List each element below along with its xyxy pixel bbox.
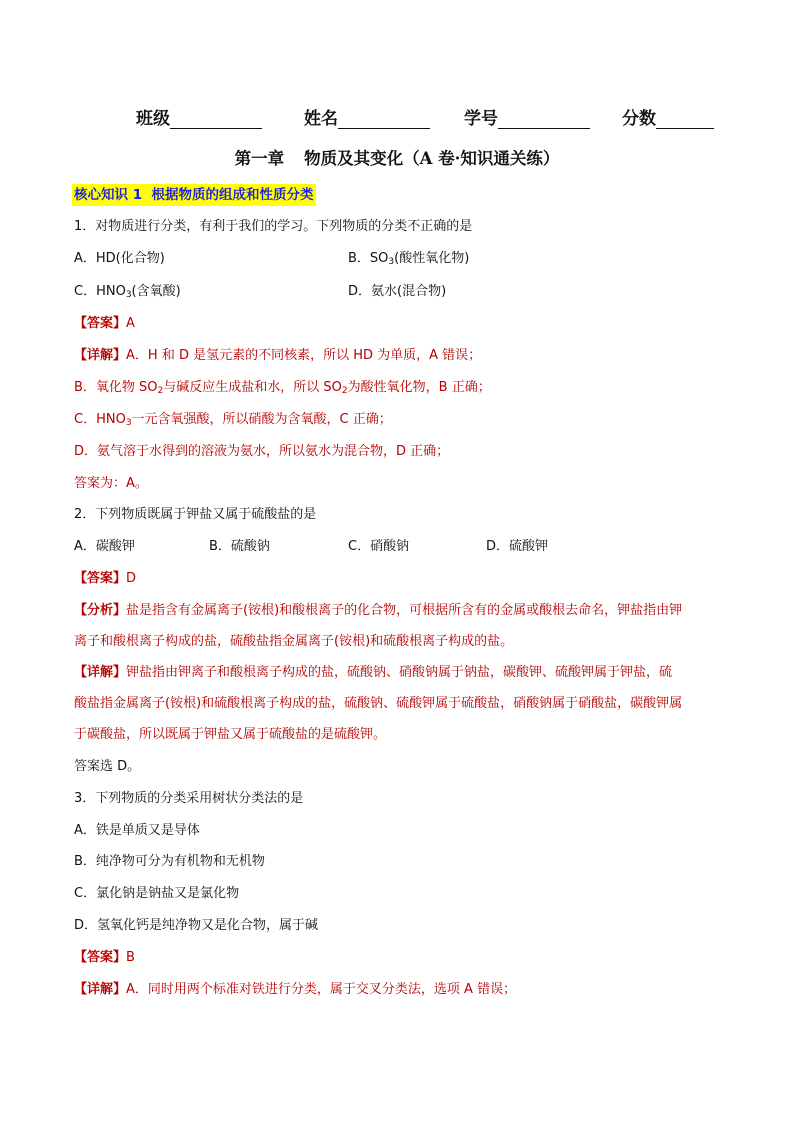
q1-option-c <box>74 283 181 304</box>
q1-answer-value: A <box>126 316 135 331</box>
student-id-label: 学号 <box>464 109 498 129</box>
q1-detail-b-part3: 为酸性氧化物，B 正确； <box>347 380 491 395</box>
q1-option-b-text: B．SO <box>348 251 389 266</box>
q2-answer <box>74 570 136 588</box>
q1-stem: 1．对物质进行分类，有利于我们的学习。下列物质的分类不正确的是 <box>74 219 473 234</box>
q1-option-b-subscript: 3 <box>388 257 395 267</box>
section-label: 核心知识 1 <box>74 187 143 203</box>
q1-option-c-class: (含氧酸) <box>131 284 181 299</box>
q3-option-b: B．纯净物可分为有机物和无机物 <box>74 854 265 869</box>
q3-option-d: D．氢氧化钙是纯净物又是化合物，属于碱 <box>74 918 319 933</box>
q1-detail-a <box>74 347 481 365</box>
name-label: 姓名 <box>304 109 338 129</box>
chapter-title <box>0 145 794 169</box>
q1-detail-c-part1: C．HNO <box>74 412 126 427</box>
q1-option-c-subscript: 3 <box>125 290 132 300</box>
q2-detail-text1: 钾盐指由钾离子和酸根离子构成的盐，硫酸钠、硝酸钠属于钠盐，碳酸钾、硫酸钾属于钾盐，硫 <box>126 665 673 680</box>
q2-analysis-line1 <box>74 602 682 620</box>
student-id-field[interactable] <box>464 104 590 129</box>
section-text: 根据物质的组成和性质分类 <box>151 187 314 203</box>
section-heading <box>72 184 316 206</box>
q3-detail-a-text: A．同时用两个标准对铁进行分类，属于交叉分类法，选项 A 错误； <box>126 982 517 997</box>
answer-tag: 【答案】 <box>74 950 127 965</box>
q3-option-a: A．铁是单质又是导体 <box>74 823 200 838</box>
q3-option-c: C．氯化钠是钠盐又是氯化物 <box>74 886 240 901</box>
detail-tag: 【详解】 <box>74 348 127 363</box>
q1-option-d: D．氨水(混合物) <box>348 284 447 299</box>
q2-conclusion: 答案选 D。 <box>74 759 141 774</box>
score-field[interactable] <box>622 104 714 129</box>
score-label: 分数 <box>622 109 656 129</box>
answer-tag: 【答案】 <box>74 316 127 331</box>
student-id-blank[interactable] <box>498 110 590 129</box>
q1-conclusion: 答案为：A。 <box>74 476 148 491</box>
answer-tag: 【答案】 <box>74 571 127 586</box>
q1-detail-b-sub2: 2 <box>341 386 348 396</box>
q2-stem: 2．下列物质既属于钾盐又属于硫酸盐的是 <box>74 507 317 522</box>
q2-answer-value: D <box>126 571 137 586</box>
q2-option-a: A．碳酸钾 <box>74 539 135 554</box>
q2-detail-line3: 于碳酸盐，所以既属于钾盐又属于硫酸盐的是硫酸钾。 <box>74 727 387 742</box>
class-label: 班级 <box>136 109 170 129</box>
chapter-subtitle: 物质及其变化（A 卷·知识通关练） <box>304 149 560 168</box>
q1-detail-d: D．氨气溶于水得到的溶液为氨水，所以氨水为混合物，D 正确； <box>74 444 450 459</box>
detail-tag: 【详解】 <box>74 665 127 680</box>
q1-detail-a-text: A．H 和 D 是氢元素的不同核素，所以 HD 为单质，A 错误； <box>126 348 482 363</box>
q1-detail-b <box>74 379 491 400</box>
name-blank[interactable] <box>338 110 430 129</box>
chapter-number: 第一章 <box>234 149 285 168</box>
q2-analysis-line2: 离子和酸根离子构成的盐，硫酸盐指金属离子(铵根)和硫酸根离子构成的盐。 <box>74 634 514 649</box>
q3-stem: 3．下列物质的分类采用树状分类法的是 <box>74 791 304 806</box>
q1-detail-c-part2: 一元含氧强酸，所以硝酸为含氧酸，C 正确； <box>131 412 392 427</box>
q1-option-c-text: C．HNO <box>74 284 126 299</box>
q1-option-b <box>348 250 469 271</box>
q3-answer <box>74 949 135 967</box>
q2-option-b: B．硫酸钠 <box>209 539 270 554</box>
q1-detail-c-sub: 3 <box>125 418 132 428</box>
q2-option-d: D．硫酸钾 <box>486 539 549 554</box>
q1-option-b-class: (酸性氧化物) <box>394 251 470 266</box>
q1-detail-c <box>74 411 392 432</box>
q2-detail-line2: 酸盐指金属离子(铵根)和硫酸根离子构成的盐，硫酸钠、硫酸钾属于硫酸盐，硝酸钠属于硝酸盐，碳酸钾属 <box>74 696 683 711</box>
analysis-tag: 【分析】 <box>74 603 127 618</box>
detail-tag: 【详解】 <box>74 982 127 997</box>
score-blank[interactable] <box>656 110 714 129</box>
q1-detail-b-sub1: 2 <box>157 386 164 396</box>
q1-detail-b-part2: 与碱反应生成盐和水，所以 SO <box>163 380 342 395</box>
class-field[interactable] <box>136 104 262 129</box>
q3-answer-value: B <box>126 950 135 965</box>
q3-detail-a <box>74 981 516 999</box>
q2-detail-line1 <box>74 664 672 682</box>
q1-answer <box>74 315 135 333</box>
student-info-header <box>136 104 736 130</box>
name-field[interactable] <box>304 104 430 129</box>
q1-option-a: A．HD(化合物) <box>74 251 165 266</box>
class-blank[interactable] <box>170 110 262 129</box>
q2-analysis-text1: 盐是指含有金属离子(铵根)和酸根离子的化合物，可根据所含有的金属或酸根去命名，钾盐指由钾 <box>126 603 683 618</box>
q2-option-c: C．硝酸钠 <box>348 539 410 554</box>
q1-detail-b-part1: B．氧化物 SO <box>74 380 158 395</box>
